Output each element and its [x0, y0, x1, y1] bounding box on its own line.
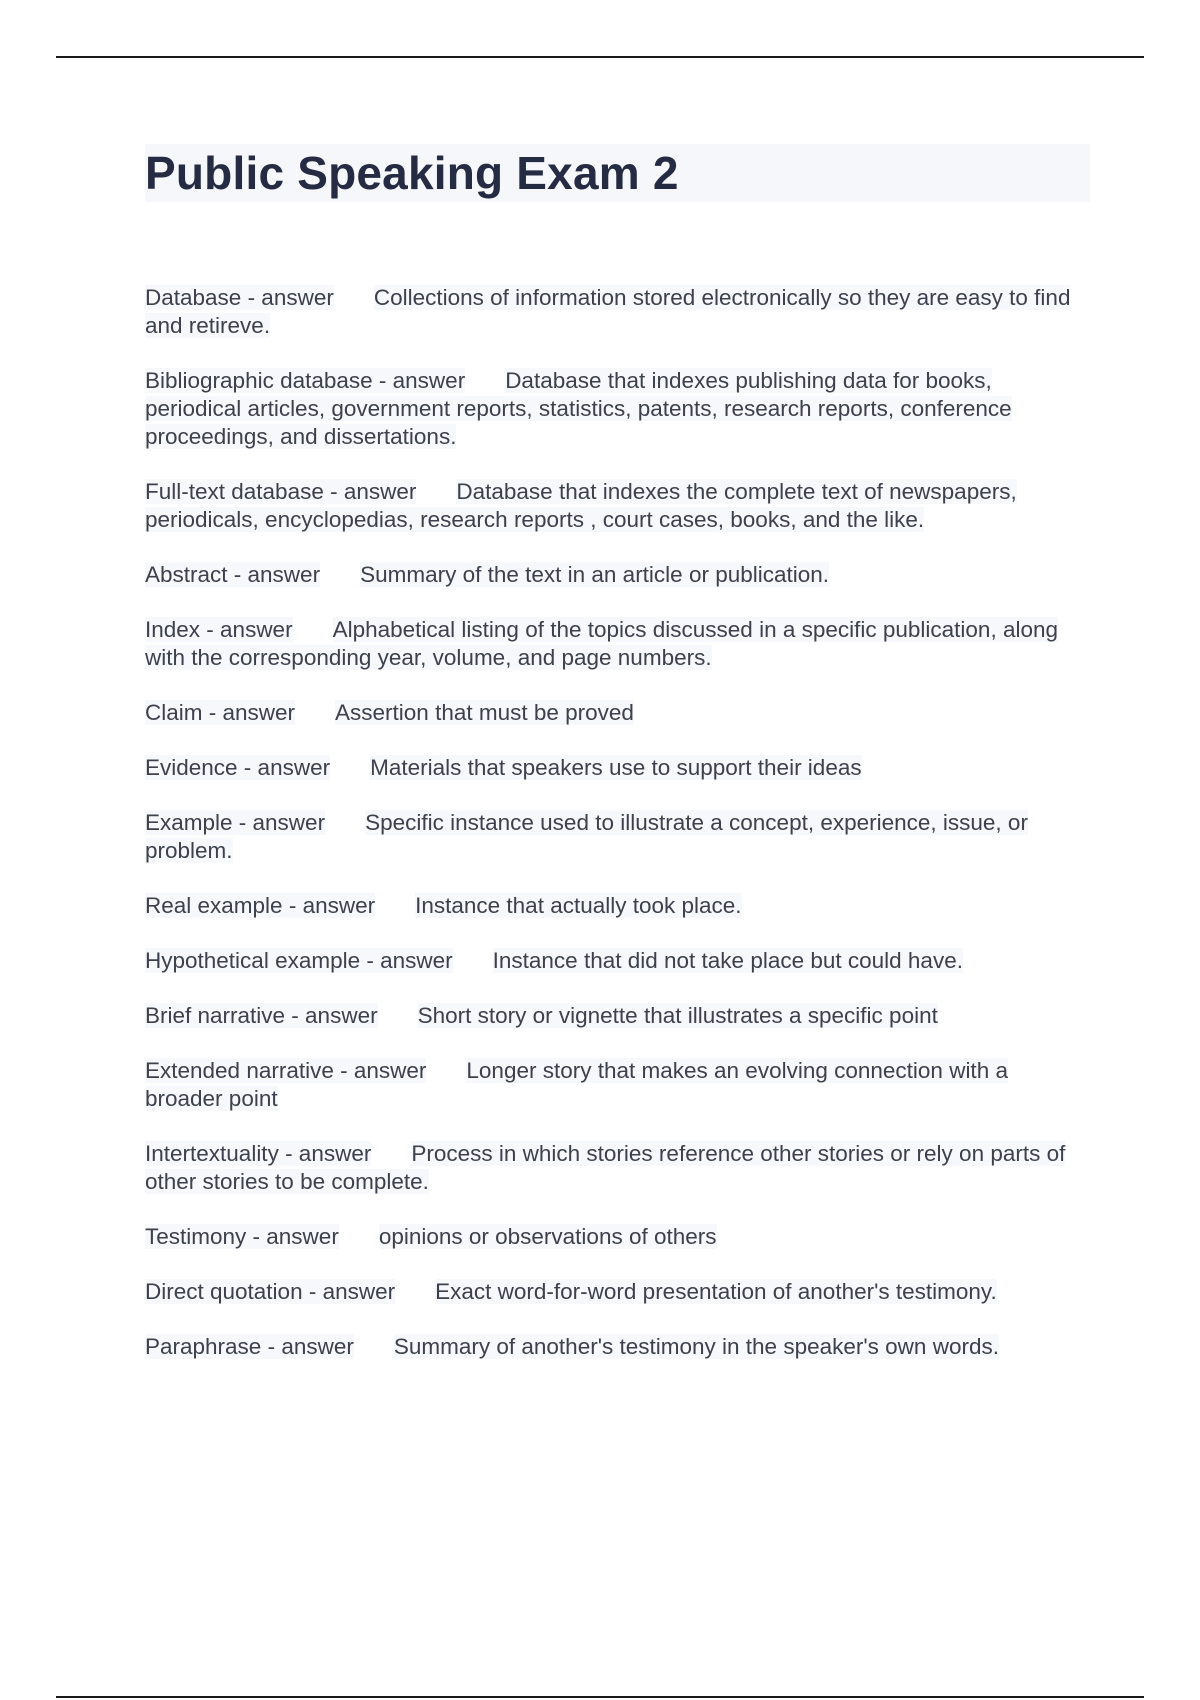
entry-term: Brief narrative - answer [145, 1003, 378, 1028]
entry-definition: Specific instance used to illustrate a concept, experience, issue, or problem. [145, 810, 1028, 863]
list-item [145, 367, 1090, 451]
entry-definition: Process in which stories reference other stories or rely on parts of other stories to be complete. [145, 1141, 1066, 1194]
entry-term: Testimony - answer [145, 1224, 339, 1249]
list-item [145, 947, 1090, 975]
entry-term: Example - answer [145, 810, 326, 835]
entry-term: Full-text database - answer [145, 479, 417, 504]
top-rule [56, 56, 1144, 58]
list-item [145, 478, 1090, 534]
list-item [145, 1278, 1090, 1306]
entry-definition: Summary of another's testimony in the speaker's own words. [393, 1334, 999, 1359]
list-item [145, 699, 1090, 727]
entry-term: Claim - answer [145, 700, 296, 725]
entry-definition: Summary of the text in an article or publication. [360, 562, 830, 587]
list-item [145, 616, 1090, 672]
entry-term: Paraphrase - answer [145, 1334, 354, 1359]
list-item [145, 892, 1090, 920]
entry-term: Real example - answer [145, 893, 376, 918]
entry-definition: opinions or observations of others [378, 1224, 717, 1249]
bottom-rule [56, 1696, 1144, 1698]
entry-definition: Assertion that must be proved [335, 700, 634, 725]
entry-term: Database - answer [145, 285, 334, 310]
list-item [145, 1223, 1090, 1251]
list-item [145, 1333, 1090, 1361]
entry-term: Hypothetical example - answer [145, 948, 453, 973]
list-item [145, 809, 1090, 865]
entry-list [145, 284, 1090, 1361]
entry-term: Extended narrative - answer [145, 1058, 427, 1083]
entry-definition: Database that indexes publishing data for books, periodical articles, government reports, statistics, patents, research reports, conference proceedings, and dissertations. [145, 368, 1012, 449]
list-item [145, 1002, 1090, 1030]
list-item [145, 1057, 1090, 1113]
page-title: Public Speaking Exam 2 [145, 144, 1090, 202]
list-item [145, 561, 1090, 589]
entry-term: Bibliographic database - answer [145, 368, 466, 393]
entry-term: Index - answer [145, 617, 293, 642]
entry-definition: Collections of information stored electronically so they are easy to find and retireve. [145, 285, 1071, 338]
entry-definition: Database that indexes the complete text of newspapers, periodicals, encyclopedias, research reports , court cases, books, and the like. [145, 479, 1017, 532]
document-body [145, 144, 1090, 1388]
entry-definition: Longer story that makes an evolving connection with a broader point [145, 1058, 1008, 1111]
entry-definition: Exact word-for-word presentation of another's testimony. [435, 1279, 997, 1304]
entry-term: Direct quotation - answer [145, 1279, 396, 1304]
entry-definition: Materials that speakers use to support their ideas [370, 755, 862, 780]
list-item [145, 1140, 1090, 1196]
entry-term: Abstract - answer [145, 562, 321, 587]
entry-definition: Instance that did not take place but could have. [492, 948, 963, 973]
entry-term: Evidence - answer [145, 755, 331, 780]
entry-term: Intertextuality - answer [145, 1141, 372, 1166]
entry-definition: Short story or vignette that illustrates a specific point [417, 1003, 938, 1028]
entry-definition: Alphabetical listing of the topics discussed in a specific publication, along with the corresponding year, volume, and page numbers. [145, 617, 1059, 670]
list-item [145, 754, 1090, 782]
entry-definition: Instance that actually took place. [415, 893, 742, 918]
list-item [145, 284, 1090, 340]
